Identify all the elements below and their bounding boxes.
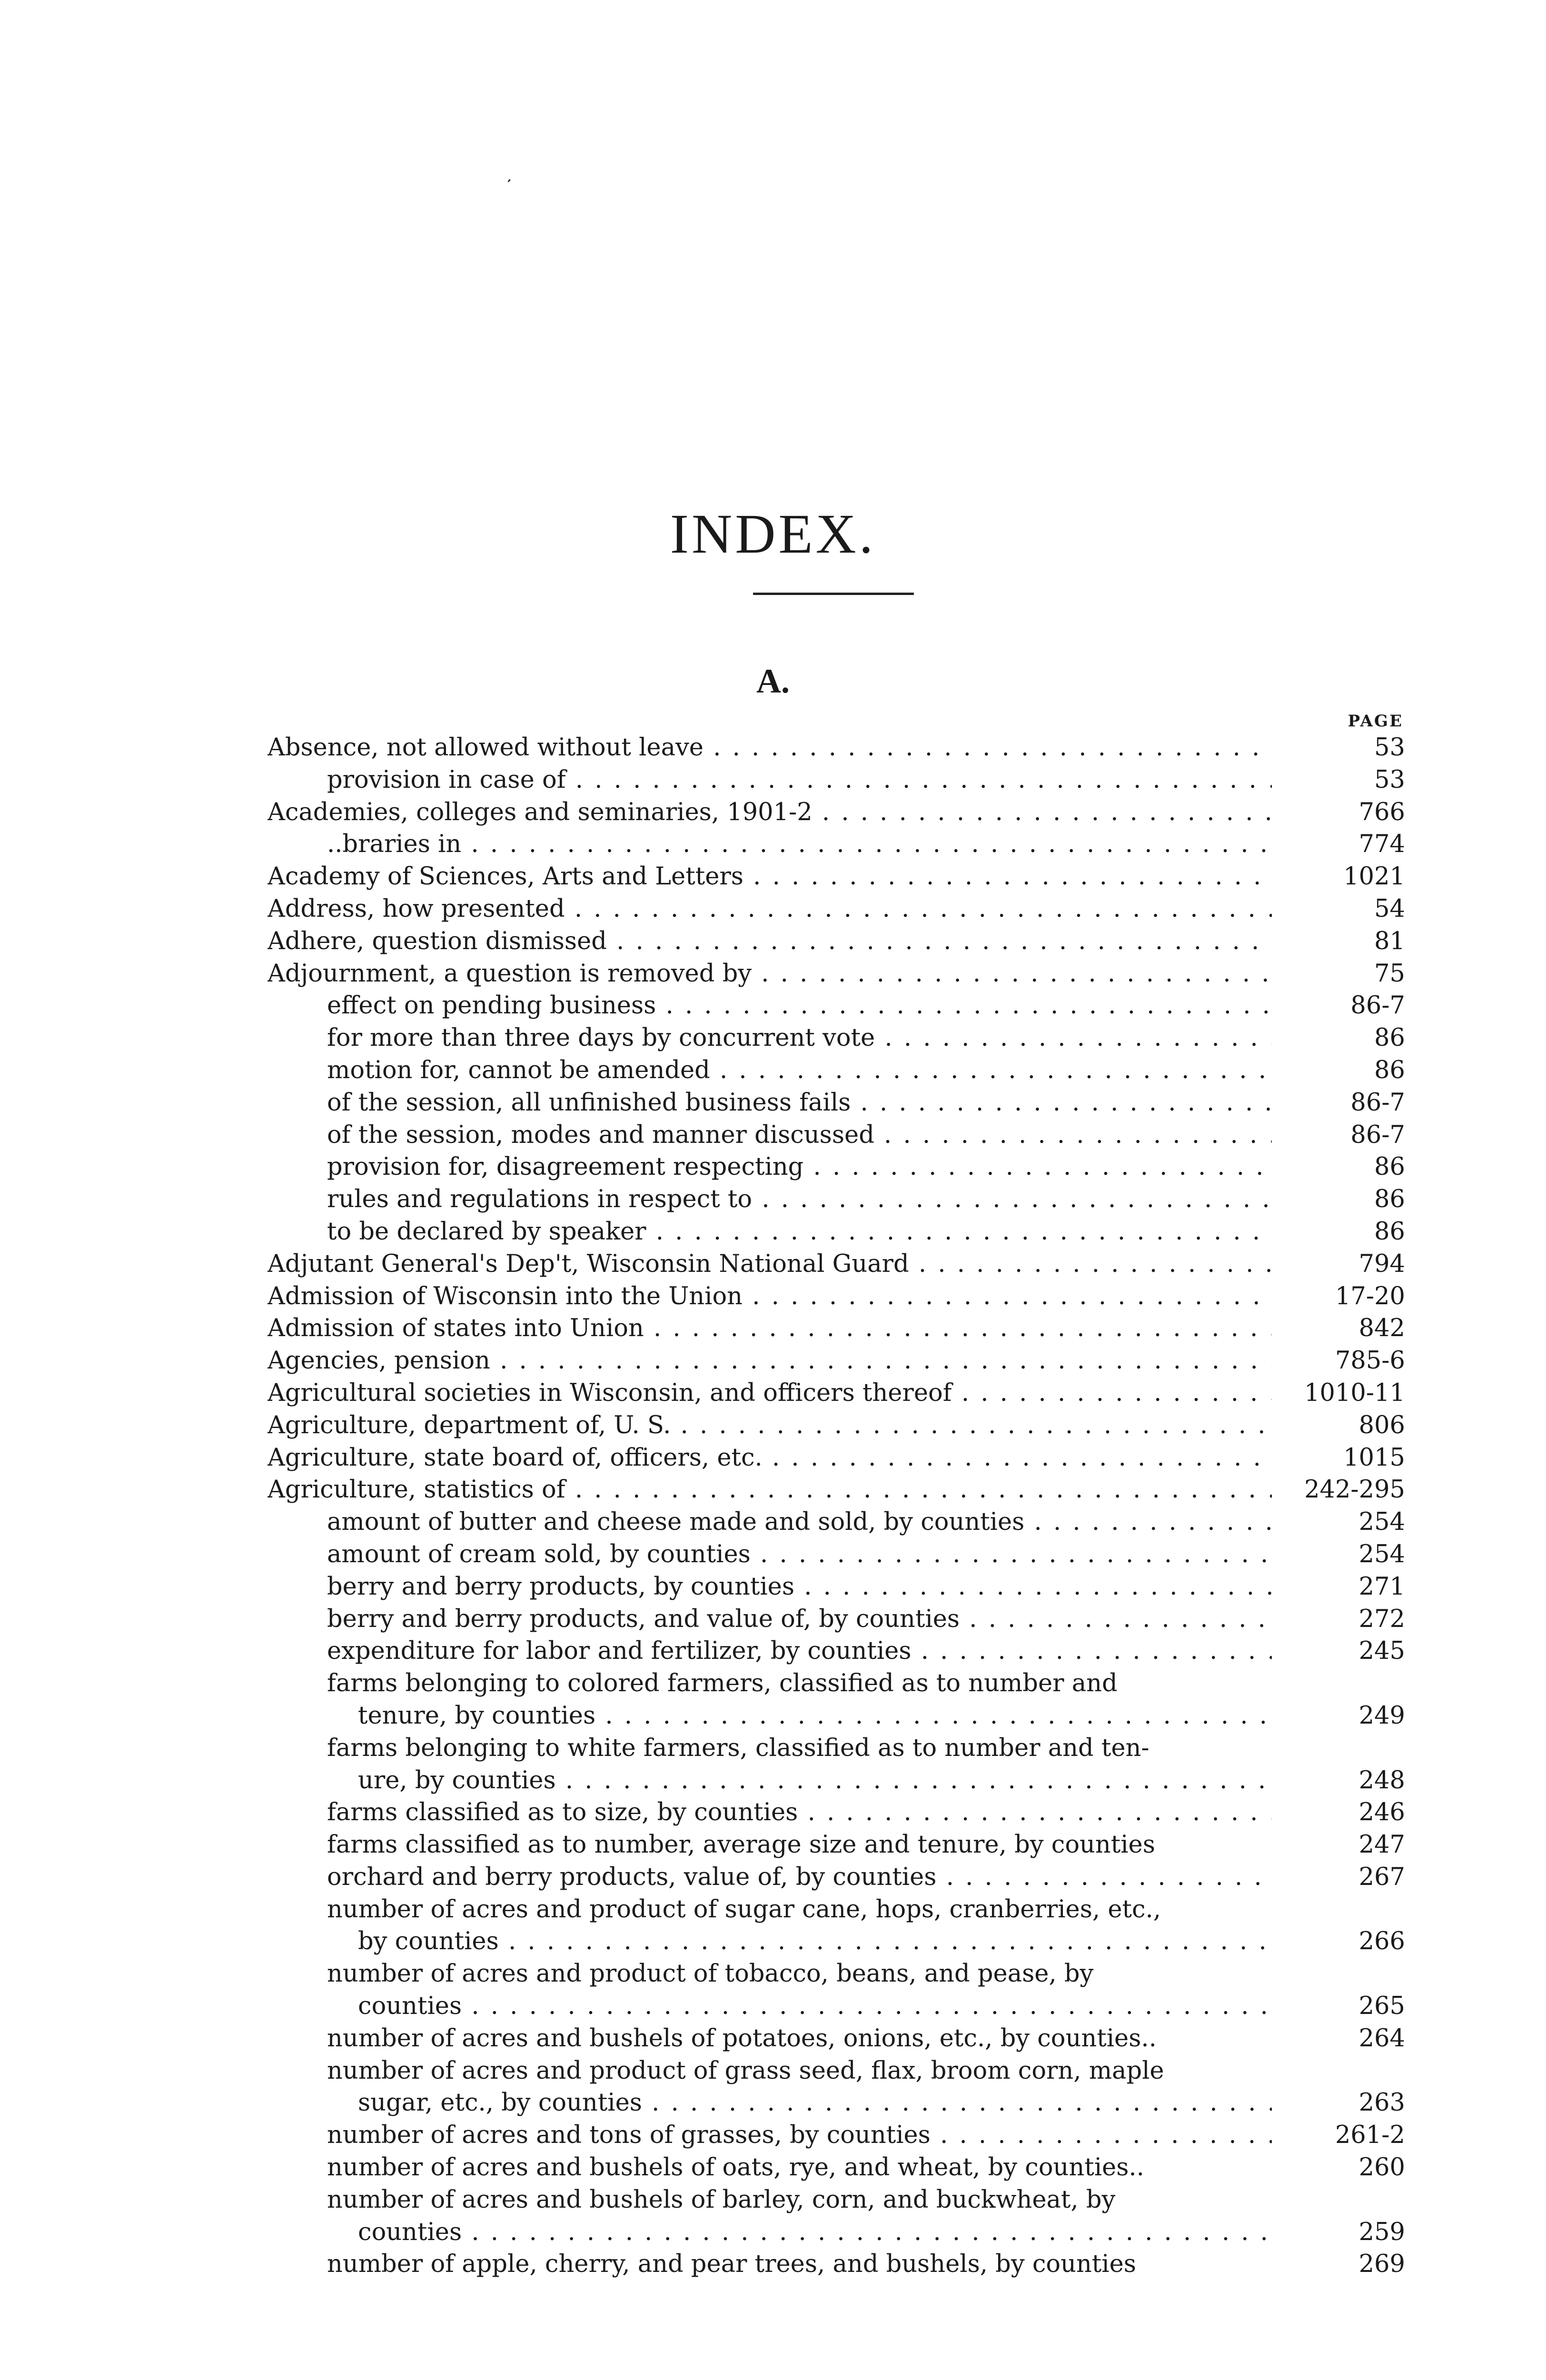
index-entry-page: 254 (1358, 1508, 1405, 1537)
index-entry-page: 265 (1358, 1992, 1405, 2021)
index-entry-page: 785-6 (1335, 1347, 1405, 1375)
index-entry (268, 1312, 1405, 1345)
index-entry-text: Admission of Wisconsin into the Union . . . (268, 1280, 1272, 1313)
index-entry (268, 1442, 1405, 1474)
index-entry-page: 247 (1358, 1831, 1405, 1859)
index-entry-text: number of acres and bushels of potatoes, onions, etc., by counties.. (327, 2024, 1157, 2053)
index-entry (268, 1119, 1405, 1151)
index-entry-page: 1010-11 (1304, 1378, 1405, 1407)
index-entry (268, 1087, 1405, 1119)
index-entry (268, 2055, 1405, 2087)
index-entry-page: 75 (1374, 959, 1405, 988)
index-entry (268, 1054, 1405, 1087)
index-entry-page: 259 (1358, 2218, 1405, 2246)
index-entry (268, 2184, 1405, 2216)
index-entry-page: 86 (1374, 1153, 1405, 1181)
index-entry-page: 86 (1374, 1024, 1405, 1052)
index-entry-page: 271 (1358, 1572, 1405, 1601)
index-entry (268, 1990, 1405, 2023)
index-entry (268, 1409, 1405, 1442)
index-entry (268, 2119, 1405, 2152)
index-list (268, 732, 1405, 2281)
index-entry (268, 1151, 1405, 1183)
index-entry-text: number of apple, cherry, and pear trees, and bushels, by counties (327, 2250, 1136, 2279)
index-entry (268, 958, 1405, 990)
page-title: INDEX. (670, 503, 876, 565)
index-entry (268, 2023, 1405, 2055)
index-entry (268, 1183, 1405, 1216)
index-entry (268, 1958, 1405, 1990)
index-entry (268, 1667, 1405, 1700)
index-entry (268, 828, 1405, 861)
index-entry-text: Adjutant General's Dep't, Wisconsin National Guard . . . (268, 1248, 1272, 1280)
index-entry-text: number of acres and bushels of barley, corn, and buckwheat, by (327, 2185, 1116, 2214)
index-entry-page: 246 (1358, 1798, 1405, 1827)
index-entry (268, 1603, 1405, 1636)
index-entry (268, 2152, 1405, 2184)
index-entry-text: of the session, modes and manner discussed . . . (268, 1119, 1272, 1151)
index-entry (268, 1506, 1405, 1538)
index-entry (268, 1216, 1405, 1248)
index-entry-text: Academy of Sciences, Arts and Letters . . . (268, 861, 1272, 893)
index-entry-text: to be declared by speaker . . . (268, 1216, 1272, 1248)
index-entry-text: for more than three days by concurrent vote . . . (268, 1022, 1272, 1054)
section-letter: A. (756, 662, 790, 700)
index-entry-page: 260 (1358, 2153, 1405, 2182)
index-entry-page: 86 (1374, 1185, 1405, 1214)
index-entry-text: tenure, by counties . . . (268, 1700, 1272, 1732)
index-entry (268, 2216, 1405, 2249)
index-entry-page: 86-7 (1350, 1088, 1405, 1117)
index-entry (268, 925, 1405, 958)
stray-ink-mark: ′ (507, 177, 511, 194)
index-entry-text: Academies, colleges and seminaries, 1901-2 . . . (268, 796, 1272, 829)
index-entry-text: berry and berry products, by counties . . . (268, 1571, 1272, 1603)
index-entry-text: provision in case of . . . (268, 764, 1272, 796)
index-entry (268, 990, 1405, 1022)
index-entry-page: 249 (1358, 1701, 1405, 1730)
index-entry-text: by counties . . . (268, 1925, 1272, 1958)
index-entry-text: Adjournment, a question is removed by . . . (268, 958, 1272, 990)
index-entry-page: 267 (1358, 1863, 1405, 1891)
index-entry (268, 1861, 1405, 1894)
index-entry-page: 86 (1374, 1217, 1405, 1246)
index-entry-page: 263 (1358, 2089, 1405, 2117)
index-entry-text: expenditure for labor and fertilizer, by counties . . . (268, 1635, 1272, 1667)
index-entry-text: sugar, etc., by counties . . . (268, 2087, 1272, 2119)
index-entry-text: number of acres and product of tobacco, beans, and pease, by (327, 1960, 1094, 1988)
index-entry (268, 1377, 1405, 1409)
index-entry-text: Agriculture, department of, U. S. . . . (268, 1409, 1272, 1442)
index-entry (268, 1474, 1405, 1506)
index-entry-page: 54 (1374, 894, 1405, 923)
title-rule-divider (753, 593, 914, 595)
index-entry (268, 796, 1405, 829)
index-entry-text: number of acres and product of grass seed, flax, broom corn, maple (327, 2056, 1164, 2085)
index-entry (268, 1280, 1405, 1313)
index-entry-text: amount of cream sold, by counties . . . (268, 1538, 1272, 1571)
index-entry-text: provision for, disagreement respecting . . . (268, 1151, 1272, 1183)
index-entry (268, 1894, 1405, 1926)
index-entry-page: 248 (1358, 1766, 1405, 1795)
index-entry-page: 245 (1358, 1637, 1405, 1666)
index-entry-page: 806 (1358, 1411, 1405, 1439)
index-entry-page: 53 (1374, 765, 1405, 794)
index-entry-text: Adhere, question dismissed . . . (268, 925, 1272, 958)
index-entry-text: Agencies, pension . . . (268, 1345, 1272, 1377)
index-entry-text: effect on pending business . . . (268, 990, 1272, 1022)
index-entry (268, 1925, 1405, 1958)
index-entry (268, 1022, 1405, 1054)
index-entry-text: Admission of states into Union . . . (268, 1312, 1272, 1345)
index-entry (268, 1248, 1405, 1280)
index-entry (268, 1571, 1405, 1603)
index-entry-page: 1015 (1343, 1443, 1405, 1472)
index-entry-page: 81 (1374, 927, 1405, 955)
index-entry-text: farms classified as to size, by counties . . . (268, 1796, 1272, 1829)
index-entry (268, 1732, 1405, 1765)
index-entry-page: 774 (1358, 830, 1405, 859)
index-entry-page: 794 (1358, 1250, 1405, 1278)
index-entry-text: amount of butter and cheese made and sold, by counties . . . (268, 1506, 1272, 1538)
index-entry-page: 86 (1374, 1056, 1405, 1084)
index-entry-page: 272 (1358, 1605, 1405, 1633)
index-entry-text: Agricultural societies in Wisconsin, and officers thereof . . . (268, 1377, 1272, 1409)
index-entry-text: orchard and berry products, value of, by counties . . . (268, 1861, 1272, 1894)
index-entry-text: number of acres and product of sugar cane, hops, cranberries, etc., (327, 1895, 1161, 1924)
index-entry-text: Absence, not allowed without leave . . . (268, 732, 1272, 764)
index-entry (268, 2248, 1405, 2281)
index-entry-page: 242-295 (1304, 1476, 1405, 1504)
index-entry-page: 269 (1358, 2250, 1405, 2279)
index-entry-page: 766 (1358, 798, 1405, 826)
index-entry-page: 266 (1358, 1927, 1405, 1956)
index-entry-text: rules and regulations in respect to . . . (268, 1183, 1272, 1216)
index-entry-text: ..braries in . . . (268, 828, 1272, 861)
index-entry (268, 1700, 1405, 1732)
page-column-label: PAGE (1348, 712, 1403, 731)
index-entry-text: Agriculture, statistics of . . . (268, 1474, 1272, 1506)
index-entry (268, 1635, 1405, 1667)
index-entry-text: farms belonging to white farmers, classified as to number and ten- (327, 1734, 1150, 1762)
index-entry (268, 1796, 1405, 1829)
index-entry-page: 53 (1374, 734, 1405, 762)
index-entry (268, 732, 1405, 764)
index-entry-page: 261-2 (1335, 2121, 1405, 2150)
index-entry-text: motion for, cannot be amended . . . (268, 1054, 1272, 1087)
index-entry-page: 86-7 (1350, 992, 1405, 1020)
index-entry-page: 842 (1358, 1314, 1405, 1343)
index-entry (268, 764, 1405, 796)
index-entry (268, 1345, 1405, 1377)
index-entry (268, 1829, 1405, 1861)
index-entry-page: 86-7 (1350, 1121, 1405, 1149)
index-entry-page: 254 (1358, 1540, 1405, 1568)
index-entry-text: ure, by counties . . . (268, 1765, 1272, 1797)
index-entry-text: counties . . . (268, 2216, 1272, 2249)
index-entry-text: number of acres and tons of grasses, by counties . . . (268, 2119, 1272, 2152)
index-entry (268, 893, 1405, 925)
index-entry-text: farms classified as to number, average size and tenure, by counties (327, 1831, 1155, 1859)
index-entry (268, 1538, 1405, 1571)
index-entry-text: counties . . . (268, 1990, 1272, 2023)
index-entry (268, 2087, 1405, 2119)
index-entry (268, 1765, 1405, 1797)
index-entry-page: 1021 (1343, 863, 1405, 891)
index-entry-page: 264 (1358, 2024, 1405, 2053)
index-entry-text: berry and berry products, and value of, by counties . . . (268, 1603, 1272, 1636)
index-entry-text: Agriculture, state board of, officers, etc. . . . (268, 1442, 1272, 1474)
index-entry-text: Address, how presented . . . (268, 893, 1272, 925)
index-entry-text: of the session, all unfinished business fails . . . (268, 1087, 1272, 1119)
index-entry-page: 17-20 (1335, 1282, 1405, 1310)
index-entry-text: farms belonging to colored farmers, classified as to number and (327, 1669, 1118, 1698)
index-entry-text: number of acres and bushels of oats, rye, and wheat, by counties.. (327, 2153, 1144, 2182)
index-entry (268, 861, 1405, 893)
